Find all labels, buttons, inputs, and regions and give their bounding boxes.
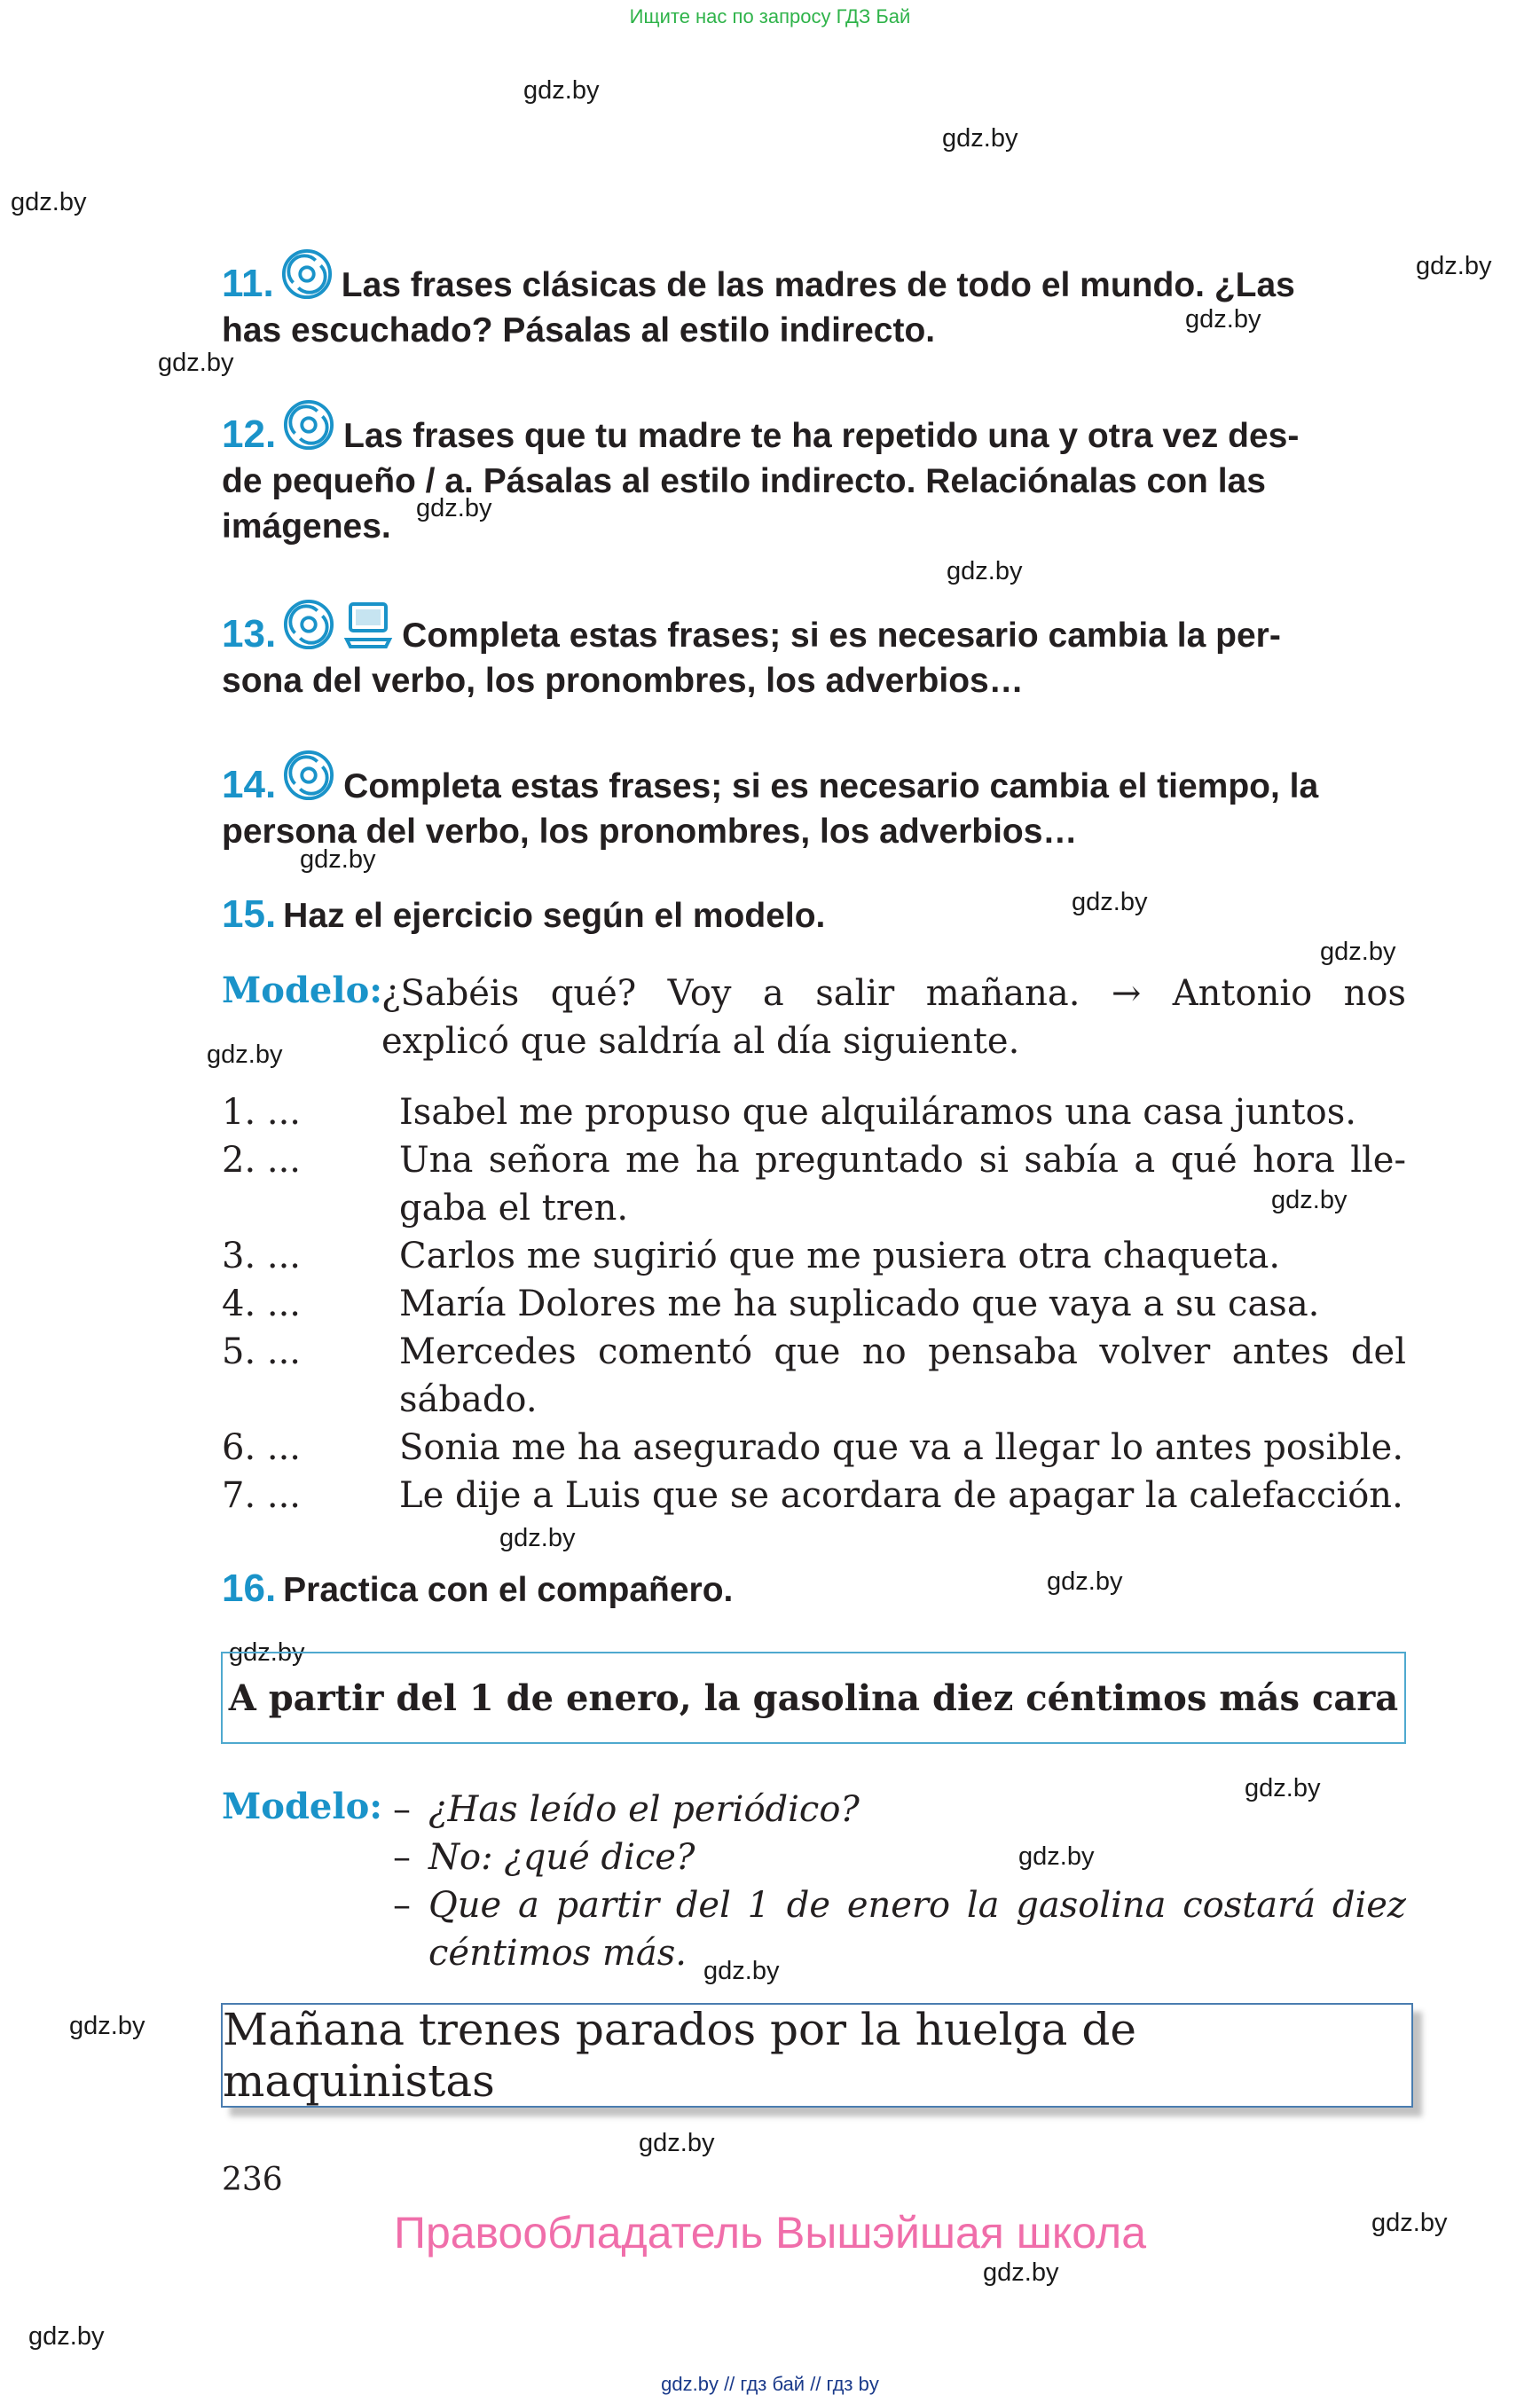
item-number: 6. ... — [222, 1427, 302, 1468]
exercise-16 — [222, 1566, 1406, 1613]
item-text: Una señora me ha preguntado si sabía a qué hora lle- — [399, 1140, 1406, 1181]
exercise-text: de pequeño / a. Pásalas al estilo indirecto. Relaciónalas con las — [222, 462, 1266, 500]
exercise-text: persona del verbo, los pronombres, los adverbios… — [222, 813, 1078, 851]
cd-disc-icon — [281, 248, 333, 300]
watermark: gdz.by — [1245, 1774, 1321, 1802]
headline-box — [221, 2003, 1413, 2108]
watermark: gdz.by — [1320, 938, 1396, 966]
modelo-line: ¿Sabéis qué? Voy a salir mañana. → Antonio nos — [381, 973, 1406, 1014]
watermark: gdz.by — [983, 2258, 1059, 2287]
dialogue-line: ¿Has leído el periódico? — [428, 1789, 860, 1830]
item-text: gaba el tren. — [399, 1188, 629, 1229]
exercise-number: 12. — [222, 412, 277, 456]
dialogue-dash: – — [393, 1837, 411, 1878]
item-text: Isabel me propuso que alquiláramos una casa juntos. — [399, 1092, 1356, 1133]
footer-links[interactable]: gdz.by // гдз бай // гдз by — [661, 2373, 879, 2395]
top-banner: Ищите нас по запросу ГДЗ Бай — [629, 5, 911, 27]
watermark: gdz.by — [703, 1957, 780, 1985]
rights-holder: Правообладатель Вышэйшая школа — [394, 2208, 1146, 2258]
item-text: Sonia me ha asegurado que va a llegar lo antes posible. — [399, 1427, 1404, 1468]
item-number: 1. ... — [222, 1092, 302, 1133]
item-number: 4. ... — [222, 1284, 302, 1324]
item-number: 5. ... — [222, 1331, 302, 1372]
exercise-number: 16. — [222, 1567, 277, 1610]
exercise-text: imágenes. — [222, 507, 391, 546]
watermark: gdz.by — [300, 845, 376, 874]
exercise-number: 11. — [222, 262, 274, 305]
page-number: 236 — [222, 2162, 283, 2198]
dialogue-dash: – — [393, 1789, 411, 1830]
computer-icon — [343, 601, 393, 650]
exercise-text: Practica con el compañero. — [283, 1571, 734, 1609]
exercise-text: Completa estas frases; si es necesario cambia el tiempo, la — [343, 767, 1319, 805]
watermark: gdz.by — [158, 349, 234, 377]
watermark: gdz.by — [229, 1638, 305, 1667]
watermark: gdz.by — [1185, 305, 1261, 334]
exercise-text: Haz el ejercicio según el modelo. — [283, 897, 826, 935]
exercise-14 — [222, 750, 1406, 854]
item-text: Le dije a Luis que se acordara de apagar la calefacción. — [399, 1475, 1403, 1516]
item-number: 3. ... — [222, 1236, 302, 1276]
watermark: gdz.by — [1416, 252, 1492, 280]
watermark: gdz.by — [416, 494, 492, 522]
item-text: Mercedes comentó que no pensaba volver antes del — [399, 1331, 1406, 1372]
exercise-text: Completa estas frases; si es necesario cambia la per- — [402, 616, 1281, 655]
watermark: gdz.by — [1072, 888, 1148, 916]
watermark: gdz.by — [499, 1524, 576, 1552]
exercise-11 — [222, 248, 1406, 353]
exercise-text: Las frases clásicas de las madres de todo el mundo. ¿Las — [341, 266, 1295, 304]
dialogue-line: céntimos más. — [428, 1933, 687, 1974]
modelo-line: explicó que saldría al día siguiente. — [381, 1021, 1020, 1062]
watermark: gdz.by — [1271, 1186, 1348, 1214]
item-text: Carlos me sugirió que me pusiera otra chaqueta. — [399, 1236, 1281, 1276]
watermark: gdz.by — [942, 124, 1018, 153]
watermark: gdz.by — [28, 2322, 105, 2351]
item-number: 7. ... — [222, 1475, 302, 1516]
item-text: sábado. — [399, 1379, 538, 1420]
dialogue-dash: – — [393, 1885, 411, 1926]
watermark: gdz.by — [1018, 1842, 1095, 1871]
watermark: gdz.by — [523, 76, 600, 105]
item-number: 2. ... — [222, 1140, 302, 1181]
modelo-label: Modelo: — [222, 1786, 383, 1827]
exercise-number: 13. — [222, 612, 277, 656]
watermark: gdz.by — [947, 557, 1023, 585]
dialogue-line: Que a partir del 1 de enero la gasolina costará diez — [428, 1885, 1406, 1926]
watermark: gdz.by — [11, 188, 87, 216]
exercise-number: 14. — [222, 763, 277, 806]
exercise-12 — [222, 399, 1406, 549]
headline-text: A partir del 1 de enero, la gasolina diez céntimos más cara — [228, 1677, 1399, 1719]
exercise-text: has escuchado? Pásalas al estilo indirecto. — [222, 311, 936, 349]
exercise-number: 15. — [222, 892, 277, 936]
headline-box — [221, 1652, 1406, 1744]
watermark: gdz.by — [639, 2129, 715, 2157]
watermark: gdz.by — [207, 1041, 283, 1069]
exercise-text: Las frases que tu madre te ha repetido una y otra vez des- — [343, 417, 1300, 455]
watermark: gdz.by — [1371, 2209, 1448, 2237]
cd-disc-icon — [283, 750, 334, 801]
exercise-text: sona del verbo, los pronombres, los adverbios… — [222, 662, 1024, 700]
headline-text: Mañana trenes parados por la huelga de maquinistas — [223, 2004, 1136, 2107]
exercise-13 — [222, 599, 1406, 703]
item-text: María Dolores me ha suplicado que vaya a su casa. — [399, 1284, 1320, 1324]
watermark: gdz.by — [69, 2012, 145, 2040]
modelo-label: Modelo: — [222, 970, 383, 1011]
exercise-15 — [222, 891, 1406, 938]
cd-disc-icon — [283, 599, 334, 650]
cd-disc-icon — [283, 399, 334, 451]
dialogue-line: No: ¿qué dice? — [428, 1837, 695, 1878]
watermark: gdz.by — [1047, 1567, 1123, 1596]
